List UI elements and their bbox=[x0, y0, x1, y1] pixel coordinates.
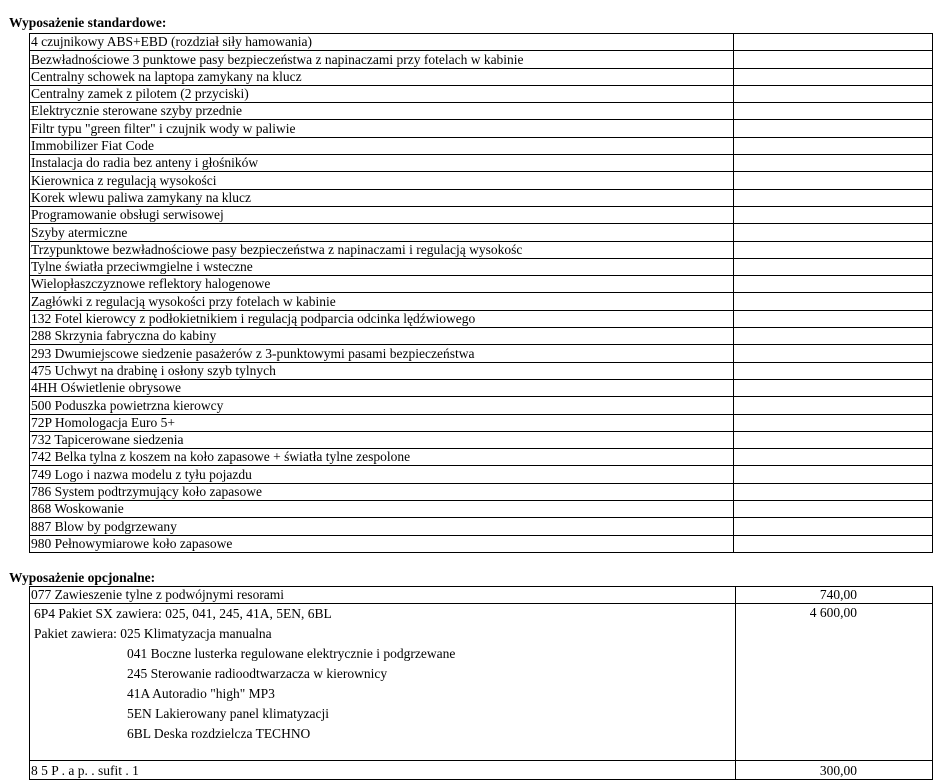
equipment-item: 500 Poduszka powietrzna kierowcy bbox=[30, 397, 734, 414]
table-row bbox=[30, 604, 933, 761]
table-row bbox=[30, 68, 933, 85]
equipment-item: 475 Uchwyt na drabinę i osłony szyb tylnych bbox=[30, 362, 734, 379]
equipment-price-empty bbox=[734, 155, 933, 172]
equipment-item: 4 czujnikowy ABS+EBD (rozdział siły hamowania) bbox=[30, 34, 734, 51]
table-row bbox=[30, 535, 933, 552]
equipment-item: Korek wlewu paliwa zamykany na klucz bbox=[30, 189, 734, 206]
equipment-item: 132 Fotel kierowcy z podłokietnikiem i regulacją podparcia odcinka lędźwiowego bbox=[30, 310, 734, 327]
equipment-item: Centralny zamek z pilotem (2 przyciski) bbox=[30, 85, 734, 102]
equipment-price-empty bbox=[734, 224, 933, 241]
equipment-item: 868 Woskowanie bbox=[30, 501, 734, 518]
equipment-item: Centralny schowek na laptopa zamykany na klucz bbox=[30, 68, 734, 85]
equipment-item: 4HH Oświetlenie obrysowe bbox=[30, 379, 734, 396]
table-row bbox=[30, 345, 933, 362]
equipment-item: Programowanie obsługi serwisowej bbox=[30, 206, 734, 223]
equipment-price-empty bbox=[734, 449, 933, 466]
table-row bbox=[30, 414, 933, 431]
equipment-price-empty bbox=[734, 293, 933, 310]
table-row bbox=[30, 206, 933, 223]
table-row bbox=[30, 34, 933, 51]
equipment-price-empty bbox=[734, 103, 933, 120]
table-row bbox=[30, 466, 933, 483]
table-row bbox=[30, 449, 933, 466]
table-row bbox=[30, 501, 933, 518]
table-row bbox=[30, 587, 933, 604]
equipment-item: Immobilizer Fiat Code bbox=[30, 137, 734, 154]
table-row bbox=[30, 120, 933, 137]
equipment-price-empty bbox=[734, 535, 933, 552]
equipment-price-empty bbox=[734, 68, 933, 85]
equipment-price-empty bbox=[734, 120, 933, 137]
table-row bbox=[30, 362, 933, 379]
equipment-price-empty bbox=[734, 276, 933, 293]
equipment-item: Kierownica z regulacją wysokości bbox=[30, 172, 734, 189]
package-intro: Pakiet zawiera: 025 Klimatyzacja manualna bbox=[34, 626, 272, 641]
table-row bbox=[30, 310, 933, 327]
package-price: 4 600,00 bbox=[736, 604, 933, 761]
standard-equipment-heading: Wyposażenie standardowe: bbox=[9, 15, 167, 30]
equipment-item: Szyby atermiczne bbox=[30, 224, 734, 241]
equipment-item: Zagłówki z regulacją wysokości przy fotelach w kabinie bbox=[30, 293, 734, 310]
optional-equipment-table bbox=[29, 586, 933, 780]
equipment-price-empty bbox=[734, 328, 933, 345]
equipment-item: Trzypunktowe bezwładnościowe pasy bezpieczeństwa z napinaczami i regulacją wysokośc bbox=[30, 241, 734, 258]
equipment-item: 742 Belka tylna z koszem na koło zapasowe + światła tylne zespolone bbox=[30, 449, 734, 466]
optional-equipment-heading: Wyposażenie opcjonalne: bbox=[9, 570, 156, 585]
equipment-price-empty bbox=[734, 397, 933, 414]
equipment-price-empty bbox=[734, 414, 933, 431]
table-row bbox=[30, 172, 933, 189]
table-row bbox=[30, 293, 933, 310]
standard-equipment-table bbox=[29, 33, 933, 553]
equipment-price-empty bbox=[734, 379, 933, 396]
option-price: 300,00 bbox=[736, 761, 933, 780]
table-row bbox=[30, 276, 933, 293]
equipment-item: 293 Dwumiejscowe siedzenie pasażerów z 3-punktowymi pasami bezpieczeństwa bbox=[30, 345, 734, 362]
table-row bbox=[30, 431, 933, 448]
equipment-price-empty bbox=[734, 206, 933, 223]
package-item: 245 Sterowanie radioodtwarzacza w kierownicy bbox=[127, 666, 388, 681]
equipment-item: Instalacja do radia bez anteny i głośników bbox=[30, 155, 734, 172]
table-row bbox=[30, 241, 933, 258]
table-row bbox=[30, 137, 933, 154]
option-label: 077 Zawieszenie tylne z podwójnymi resorami bbox=[30, 587, 736, 604]
table-row bbox=[30, 155, 933, 172]
equipment-price-empty bbox=[734, 85, 933, 102]
table-row bbox=[30, 51, 933, 68]
equipment-item: Bezwładnościowe 3 punktowe pasy bezpieczeństwa z napinaczami przy fotelach w kabinie bbox=[30, 51, 734, 68]
equipment-item: 288 Skrzynia fabryczna do kabiny bbox=[30, 328, 734, 345]
equipment-price-empty bbox=[734, 310, 933, 327]
equipment-price-empty bbox=[734, 241, 933, 258]
equipment-price-empty bbox=[734, 431, 933, 448]
equipment-price-empty bbox=[734, 172, 933, 189]
equipment-price-empty bbox=[734, 345, 933, 362]
equipment-price-empty bbox=[734, 518, 933, 535]
equipment-price-empty bbox=[734, 466, 933, 483]
package-title: 6P4 Pakiet SX zawiera: 025, 041, 245, 41A, 5EN, 6BL bbox=[34, 606, 332, 621]
table-row bbox=[30, 328, 933, 345]
equipment-item: 786 System podtrzymujący koło zapasowe bbox=[30, 483, 734, 500]
table-row bbox=[30, 224, 933, 241]
table-row bbox=[30, 483, 933, 500]
table-row bbox=[30, 258, 933, 275]
option-label: 8 5 P . a p. . sufit . 1 bbox=[30, 761, 736, 780]
equipment-price-empty bbox=[734, 51, 933, 68]
table-row bbox=[30, 397, 933, 414]
equipment-item: Elektrycznie sterowane szyby przednie bbox=[30, 103, 734, 120]
package-item: 41A Autoradio "high" MP3 bbox=[127, 686, 275, 701]
equipment-item: Wielopłaszczyznowe reflektory halogenowe bbox=[30, 276, 734, 293]
equipment-item: Tylne światła przeciwmgielne i wsteczne bbox=[30, 258, 734, 275]
table-row bbox=[30, 518, 933, 535]
equipment-item: 72P Homologacja Euro 5+ bbox=[30, 414, 734, 431]
equipment-item: 887 Blow by podgrzewany bbox=[30, 518, 734, 535]
option-price: 740,00 bbox=[736, 587, 933, 604]
equipment-price-empty bbox=[734, 137, 933, 154]
equipment-price-empty bbox=[734, 483, 933, 500]
package-item: 5EN Lakierowany panel klimatyzacji bbox=[127, 706, 330, 721]
table-row bbox=[30, 85, 933, 102]
package-item: 6BL Deska rozdzielcza TECHNO bbox=[127, 726, 311, 741]
table-row bbox=[30, 761, 933, 780]
table-row bbox=[30, 103, 933, 120]
equipment-item: 980 Pełnowymiarowe koło zapasowe bbox=[30, 535, 734, 552]
equipment-price-empty bbox=[734, 34, 933, 51]
equipment-price-empty bbox=[734, 362, 933, 379]
equipment-item: 749 Logo i nazwa modelu z tyłu pojazdu bbox=[30, 466, 734, 483]
package-cell bbox=[30, 604, 736, 761]
table-row bbox=[30, 379, 933, 396]
equipment-price-empty bbox=[734, 258, 933, 275]
equipment-price-empty bbox=[734, 501, 933, 518]
equipment-price-empty bbox=[734, 189, 933, 206]
package-item: 041 Boczne lusterka regulowane elektrycznie i podgrzewane bbox=[127, 646, 456, 661]
equipment-item: 732 Tapicerowane siedzenia bbox=[30, 431, 734, 448]
table-row bbox=[30, 189, 933, 206]
equipment-item: Filtr typu "green filter" i czujnik wody w paliwie bbox=[30, 120, 734, 137]
